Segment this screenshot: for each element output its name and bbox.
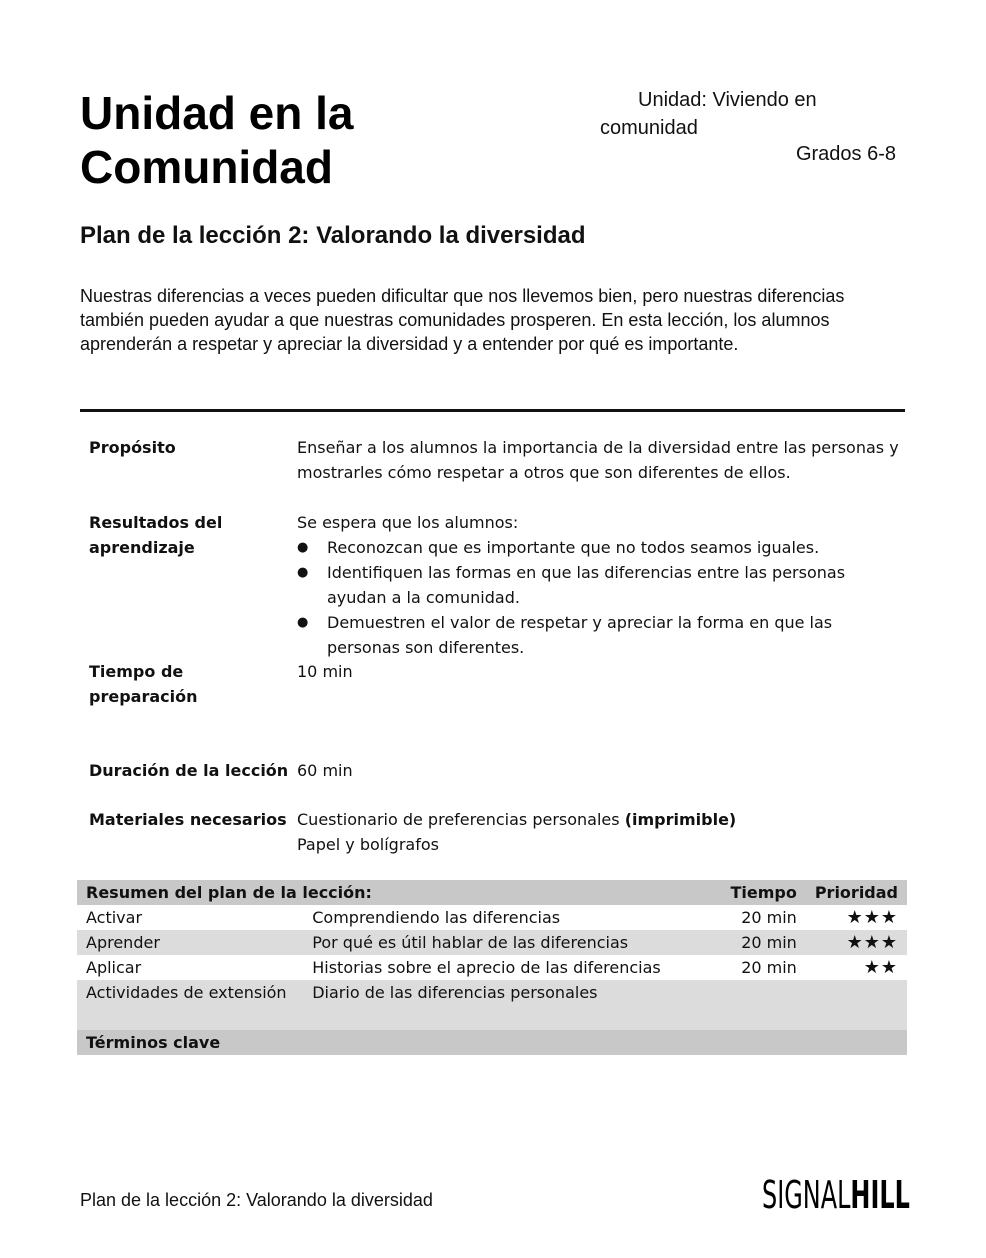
duration-label: Duración de la lección: [89, 761, 289, 780]
grade-level: Grados 6-8: [795, 143, 896, 165]
phase-cell: Actividades de extensión: [86, 983, 287, 1002]
materials-item: Papel y bolígrafos: [297, 835, 439, 854]
table-header-row: [77, 880, 907, 905]
lesson-heading: Plan de la lección 2: Valorando la diversidad: [80, 222, 586, 249]
prep-time-label: Tiempo de preparación: [89, 662, 198, 706]
section-divider: [80, 409, 905, 412]
phase-cell: Aprender: [86, 933, 160, 952]
activity-cell: Por qué es útil hablar de las diferencias: [312, 933, 629, 952]
lesson-intro: Nuestras diferencias a veces pueden dificultar que nos llevemos bien, pero nuestras diferencias también pueden ayudar a que nuestras comunidades prosperen. En esta lección, los alumnos aprenderán a respetar y apreciar la diversidad y a entender por qué es importante.: [80, 286, 845, 354]
priority-stars: ★★: [863, 957, 898, 978]
activity-cell: Comprendiendo las diferencias: [312, 908, 561, 927]
printable-tag: (imprimible): [624, 810, 737, 829]
key-terms-row: [77, 1030, 907, 1055]
activity-cell: Diario de las diferencias personales: [312, 983, 598, 1002]
materials-item: [297, 807, 907, 832]
logo-wordmark: [762, 1170, 910, 1220]
duration-value: 60 min: [297, 761, 353, 780]
outcomes-list: [297, 535, 907, 660]
logo-part-signal: SIGNAL: [762, 1173, 851, 1217]
table-row: [77, 905, 907, 930]
table-row: [77, 955, 907, 980]
logo-part-hill: HILL: [850, 1173, 910, 1217]
outcomes-value: [297, 510, 907, 660]
materials-label: Materiales necesarios: [89, 810, 287, 829]
outcomes-label: Resultados del aprendizaje: [89, 513, 223, 557]
document-title: Unidad en la Comunidad: [80, 87, 354, 193]
priority-stars: ★★★: [846, 932, 898, 953]
summary-title: Resumen del plan de la lección:: [86, 883, 372, 902]
signal-hill-logo: [762, 1170, 910, 1220]
table-row: [77, 930, 907, 955]
key-terms-heading: Términos clave: [86, 1033, 221, 1052]
table-row: [77, 980, 907, 1030]
time-cell: 20 min: [741, 908, 797, 927]
lesson-summary-table: [77, 880, 907, 1055]
outcomes-intro: Se espera que los alumnos:: [297, 513, 519, 532]
footer-lesson-title: Plan de la lección 2: Valorando la diversidad: [80, 1190, 433, 1210]
time-cell: 20 min: [741, 958, 797, 977]
time-header: Tiempo: [730, 883, 797, 902]
list-item: ● Identifiquen las formas en que las diferencias entre las personas ayudan a la comunidad.: [297, 560, 907, 610]
list-item: ● Demuestren el valor de respetar y apreciar la forma en que las personas son diferentes.: [297, 610, 907, 660]
phase-cell: Activar: [86, 908, 143, 927]
unit-label: Unidad: Viviendo en comunidad: [600, 89, 817, 139]
time-cell: 20 min: [741, 933, 797, 952]
materials-value: [297, 807, 907, 857]
purpose-value: Enseñar a los alumnos la importancia de la diversidad entre las personas y mostrarles cómo respetar a otros que son diferentes de ellos.: [297, 438, 899, 482]
priority-stars: [806, 980, 907, 1030]
activity-cell: Historias sobre el aprecio de las diferencias: [312, 958, 661, 977]
prep-time-value: 10 min: [297, 662, 353, 681]
priority-stars: ★★★: [846, 907, 898, 928]
list-item: ● Reconozcan que es importante que no todos seamos iguales.: [297, 535, 907, 560]
phase-cell: Aplicar: [86, 958, 142, 977]
time-cell: [721, 980, 805, 1030]
purpose-label: Propósito: [89, 438, 176, 457]
materials-item-name: Cuestionario de preferencias personales: [297, 810, 620, 829]
priority-header: Prioridad: [814, 883, 898, 902]
